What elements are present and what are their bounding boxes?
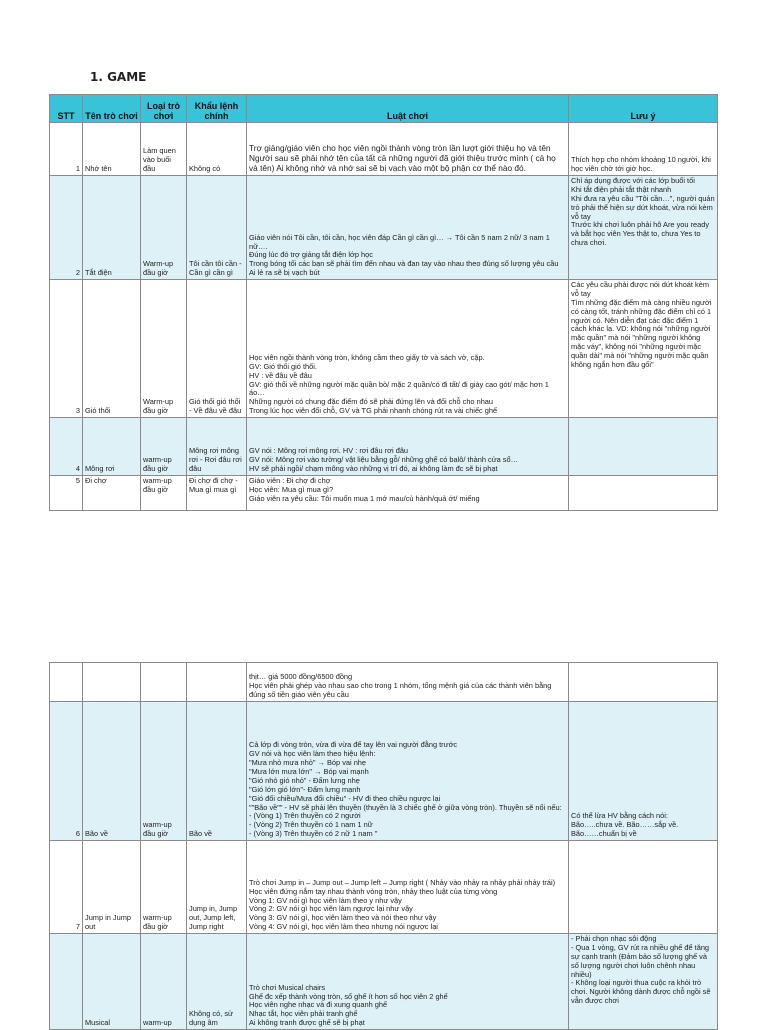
row-rules: Học viên ngồi thành vòng tròn, không cầm theo giấy tờ và sách vở, cặp. GV: Gió thổi gió thổi. HV : về đâu về đâu GV: gió thổi về những người mặc quần bò/ mặc 2 quần/có đi tất/ đi giày cao gót/ mặc hơn 1 áo… Những người có chung đặc điểm đó sẽ phải đứng lên và đổi chỗ cho nhau Trong lúc học viên đổi chỗ, GV và TG phải nhanh chóng rút ra vài chiếc ghế xyxy=(247,280,569,418)
row-rules: GV nói : Mông rơi mông rơi. HV : rơi đâu rơi đâu GV nói: Mông rơi vào tường/ vật liệu bằng gỗ/ những ghế có balô/ thành cửa sổ… HV sẽ phải ngồi/ chạm mông vào những vị trí đó, ai không làm đc sẽ bị phạt xyxy=(247,418,569,476)
row-stt xyxy=(50,934,83,1030)
row-command: Jump in, Jump out, Jump left, Jump right xyxy=(187,841,247,934)
row-name: Jump in Jump out xyxy=(83,841,141,934)
row-rules: Trò chơi Jump in – Jump out – Jump left – Jump right ( Nhảy vào nhảy ra nhảy phải nhảy trái) Học viên đứng nắm tay nhau thành vòng tròn, nhảy theo luật của từng vòng Vòng 1: GV nói gì học viên làm theo y như vậy Vòng 2: GV nói gì học viên làm ngược lại như vậy Vòng 3: GV nói gì, học viên làm theo và nói theo như vậy Vòng 4: GV nói gì, học viên làm theo nhưng nói ngược lại xyxy=(247,841,569,934)
row-notes: Có thể lừa HV bằng cách nói: Bão…..chưa về. Bão……sắp về. Bão……chuẩn bị về xyxy=(569,702,718,841)
row-rules: Trợ giảng/giáo viên cho học viên ngồi thành vòng tròn lần lượt giới thiệu họ và tên Người sau sẽ phải nhớ tên của tất cả những người đã giới thiệu trước mình ( cả họ và tên) Ai không nhớ và nhớ sai sẽ bị vạch vào một bộ phận cơ thể nào đó. xyxy=(247,123,569,176)
row-type: Warm-up đầu giờ xyxy=(141,176,187,280)
row-stt: 3 xyxy=(50,280,83,418)
row-command: Bão về xyxy=(187,702,247,841)
row-type xyxy=(141,663,187,702)
row-name: Tắt điện xyxy=(83,176,141,280)
row-command xyxy=(187,663,247,702)
table-header-row xyxy=(50,95,718,123)
row-notes xyxy=(569,476,718,511)
row-notes xyxy=(569,418,718,476)
row-stt xyxy=(50,663,83,702)
table-row xyxy=(50,418,718,476)
header-rules: Luật chơi xyxy=(247,95,569,123)
row-notes xyxy=(569,841,718,934)
row-type: Làm quen vào buổi đầu xyxy=(141,123,187,176)
row-stt: 7 xyxy=(50,841,83,934)
header-type: Loại trò chơi xyxy=(141,95,187,123)
row-type: warm-up đầu giờ xyxy=(141,418,187,476)
table-row xyxy=(50,702,718,841)
row-name: Bão về xyxy=(83,702,141,841)
row-name: Musical xyxy=(83,934,141,1030)
row-type: warm-up xyxy=(141,934,187,1030)
table-row xyxy=(50,476,718,511)
row-name: Mông rơi xyxy=(83,418,141,476)
header-notes: Lưu ý xyxy=(569,95,718,123)
header-stt: STT xyxy=(50,95,83,123)
table-row xyxy=(50,934,718,1030)
section-title: 1. GAME xyxy=(90,70,147,84)
row-stt: 2 xyxy=(50,176,83,280)
row-notes xyxy=(569,663,718,702)
games-table-continued xyxy=(49,662,718,1030)
row-notes: Chỉ áp dụng được với các lớp buổi tối Khi tắt điện phải tắt thật nhanh Khi đưa ra yêu cầu "Tôi cần…", người quản trò phải thể hiện sự dứt khoát, vừa nói kèm vỗ tay Trước khi chơi luôn phải hô Are you ready và bắt học viên Yes thật to, chưa Yes to chưa chơi. xyxy=(569,176,718,280)
row-type: warm-up đầu giờ xyxy=(141,841,187,934)
row-rules: Trò chơi Musical chairs Ghế đc xếp thành vòng tròn, số ghế ít hơn số học viên 2 ghế Học viên nghe nhạc và đi xung quanh ghế Nhạc tắt, học viên phải tranh ghế Ai không tranh được ghế sẽ bị phạt xyxy=(247,934,569,1030)
row-command: Gió thổi gió thổi - Về đâu về đâu xyxy=(187,280,247,418)
row-notes: Các yêu cầu phải được nói dứt khoát kèm vỗ tay Tìm những đặc điểm mà càng nhiều người có càng tốt, tránh những đặc điểm chỉ có 1 người có. Nên diễn đạt các đặc điểm 1 cách khác lạ. VD: không nói "những người mặc quần" mà nói "những người không mặc váy", không nói "những người mặc quần dài" mà nói "những người mặc quần không ngắn hơn đầu gối" xyxy=(569,280,718,418)
row-stt: 4 xyxy=(50,418,83,476)
row-command: Không có, sử dụng âm xyxy=(187,934,247,1030)
row-type: warm-up đầu giờ xyxy=(141,702,187,841)
row-command: Đi chợ đi chợ - Mua gì mua gì xyxy=(187,476,247,511)
table-row xyxy=(50,123,718,176)
table-row xyxy=(50,176,718,280)
games-table xyxy=(49,94,718,511)
row-stt: 6 xyxy=(50,702,83,841)
row-stt: 1 xyxy=(50,123,83,176)
row-name xyxy=(83,663,141,702)
row-rules: thịt… giá 5000 đồng/6500 đồng Học viên phải ghép vào nhau sao cho trong 1 nhóm, tổng mệnh giá của các thành viên bằng đúng số tiền giáo viên yêu cầu xyxy=(247,663,569,702)
row-command: Mông rơi mông rơi - Rơi đâu rơi đâu xyxy=(187,418,247,476)
row-notes: Thích hợp cho nhóm khoảng 10 người, khi học viên chờ tới giờ học. xyxy=(569,123,718,176)
header-name: Tên trò chơi xyxy=(83,95,141,123)
table-row xyxy=(50,280,718,418)
row-rules: Giáo viên nói Tôi cần, tôi cần, học viên đáp Cần gì cần gì… → Tôi cần 5 nam 2 nữ/ 3 nam 1 nữ…. Đúng lúc đó trợ giảng tắt điện lớp học Trong bóng tối các bạn sẽ phải tìm đến nhau và đan tay vào nhau theo đúng số lượng yêu cầu Ai lẻ ra sẽ bị vạch bút xyxy=(247,176,569,280)
row-stt: 5 xyxy=(50,476,83,511)
row-command: Tôi cần tôi cần - Cần gì cần gì xyxy=(187,176,247,280)
table-row xyxy=(50,663,718,702)
row-rules: Cả lớp đi vòng tròn, vừa đi vừa để tay lên vai người đằng trước GV nói và học viên làm theo hiệu lệnh: "Mưa nhỏ mưa nhỏ" → Bóp vai nhẹ "Mưa lớn mưa lớn" → Bóp vai mạnh "Gió nhỏ gió nhỏ" - Đấm lưng nhẹ "Gió lớn gió lớn"- Đấm lưng mạnh "Gió đổi chiều/Mưa đổi chiều" - HV đi theo chiều ngược lại ""Bão về"" - HV sẽ phải lên thuyền (thuyền là 3 chiếc ghế ở giữa vòng tròn). Thuyền sẽ nổi nếu: - (Vòng 1) Trên thuyền có 2 người - (Vòng 2) Trên thuyền có 1 nam 1 nữ - (Vòng 3) Trên thuyền có 2 nữ 1 nam " xyxy=(247,702,569,841)
row-type: warm-up đầu giờ xyxy=(141,476,187,511)
header-command: Khẩu lệnh chính xyxy=(187,95,247,123)
row-name: Nhớ tên xyxy=(83,123,141,176)
row-type: Warm-up đầu giờ xyxy=(141,280,187,418)
row-name: Đi chợ xyxy=(83,476,141,511)
row-name: Gió thổi xyxy=(83,280,141,418)
row-rules: Giáo viên : Đi chợ đi chợ Học viên: Mua gì mua gì? Giáo viên ra yêu cầu: Tôi muốn mua 1 mớ mau/củ hành/quả ớt/ miếng xyxy=(247,476,569,511)
row-command: Không có xyxy=(187,123,247,176)
table-row xyxy=(50,841,718,934)
row-notes: - Phải chọn nhạc sôi động - Qua 1 vòng, GV rút ra nhiều ghế để tăng sự cạnh tranh (Đảm bảo số lượng ghế và số lượng người chơi luôn chênh nhau nhiều) - Không loại người thua cuộc ra khỏi trò chơi. Người không dành được chỗ ngồi sẽ vẫn được chơi xyxy=(569,934,718,1030)
